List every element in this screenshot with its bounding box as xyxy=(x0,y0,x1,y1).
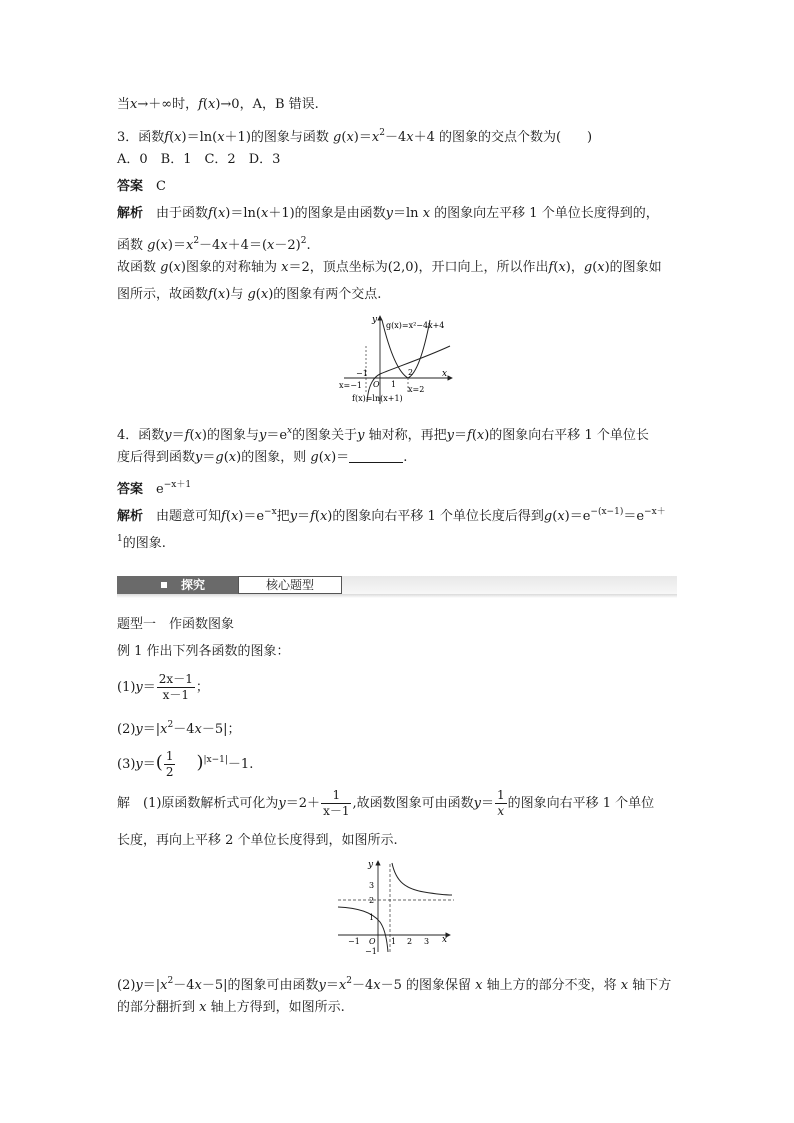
question-3-options: A．0 B．1 C．2 D．3 xyxy=(117,152,281,167)
var: x xyxy=(267,238,275,253)
question-4-line-2 xyxy=(117,449,407,467)
line-label-xm1: x=−1 xyxy=(339,381,363,390)
text: ( xyxy=(553,260,559,275)
solution-3-line-4 xyxy=(117,286,381,304)
text: ＝2＋ xyxy=(285,796,321,811)
text: 的部分翻折到 xyxy=(117,1000,200,1015)
text: ( xyxy=(155,238,161,253)
text: 轴对称，再把 xyxy=(364,428,447,443)
tick-xneg1: −1 xyxy=(348,937,360,946)
text: ( xyxy=(314,509,320,524)
text: (1) xyxy=(117,680,136,695)
var: y xyxy=(164,428,172,443)
text: ( xyxy=(341,130,347,145)
text: ,故函数图象可由函数 xyxy=(352,796,474,811)
answer-blank xyxy=(349,450,403,463)
var: y xyxy=(135,757,143,772)
text: )＝e xyxy=(564,509,591,524)
var: x xyxy=(174,130,182,145)
var: g xyxy=(333,130,342,145)
var: x xyxy=(217,130,225,145)
var: g xyxy=(543,509,553,524)
text: )的图象向右平移 1 个单位长 xyxy=(484,428,649,443)
text: ＝ xyxy=(480,796,494,811)
var: y xyxy=(195,450,203,465)
text: 轴上方得到，如图所示. xyxy=(206,1000,345,1015)
text: (3) xyxy=(117,757,136,772)
var: y xyxy=(357,428,365,443)
var: x xyxy=(199,1000,207,1015)
text: 由于函数 xyxy=(156,206,209,221)
text: ＝2，顶点坐标为(2,0)，开口向上，所以作出 xyxy=(288,260,549,275)
tick-x1: 1 xyxy=(391,937,397,946)
var: x xyxy=(422,206,431,221)
var: x xyxy=(194,722,202,737)
text: )＝ln( xyxy=(181,130,218,145)
var: y xyxy=(278,796,286,811)
var: y xyxy=(135,978,143,993)
text: →＋∞时， xyxy=(137,97,199,112)
example-item-1 xyxy=(117,672,209,704)
g-label: g(x)=x²−4x+4 xyxy=(386,321,445,330)
text: . xyxy=(403,450,408,465)
solution-label: 解析 xyxy=(117,509,144,524)
tick-2: 2 xyxy=(408,368,414,377)
var: x xyxy=(194,428,202,443)
solution-2-line-1 xyxy=(117,972,671,995)
var: f xyxy=(208,206,213,221)
text: ( xyxy=(169,130,175,145)
tick-x2: 2 xyxy=(407,937,413,946)
text: )， xyxy=(565,260,584,275)
text: －5|； xyxy=(201,722,241,737)
text: . xyxy=(306,238,311,253)
fraction xyxy=(321,788,351,819)
section-banner xyxy=(117,576,677,598)
banner-shade xyxy=(117,594,677,598)
left-paren: ( xyxy=(155,752,163,773)
superscript: −x＋1 xyxy=(163,480,192,490)
text: 轴上方的部分不变，将 xyxy=(482,978,621,993)
superscript: |x−1| xyxy=(203,755,228,765)
var: y xyxy=(258,428,267,443)
tick-x3: 3 xyxy=(424,937,430,946)
text: )的图象，则 xyxy=(236,450,311,465)
text: ＝ xyxy=(142,757,156,772)
answer-label: 答案 xyxy=(117,482,144,497)
var: g xyxy=(147,238,156,253)
var: y xyxy=(318,978,326,993)
text: ( xyxy=(471,428,477,443)
text: ＋1)的图象与函数 xyxy=(224,130,334,145)
text: )＝ xyxy=(331,450,350,465)
text: ＝| xyxy=(142,978,161,993)
var: y xyxy=(135,680,143,695)
text: 的图象向右平移 1 个单位 xyxy=(507,796,655,811)
example-1-heading: 例 1 作出下列各函数的图象： xyxy=(117,644,290,659)
f-label: f(x)=ln(x+1) xyxy=(352,394,403,403)
superscript: 2 xyxy=(167,720,174,730)
var: x xyxy=(130,97,138,112)
denominator: x xyxy=(497,804,505,818)
var: x xyxy=(217,287,226,302)
text: 的图象关于 xyxy=(292,428,358,443)
y-label: y xyxy=(372,315,378,325)
text: ＝ln xyxy=(393,206,423,221)
solution-1-line-1 xyxy=(117,788,654,820)
var: x xyxy=(217,206,226,221)
var: f xyxy=(467,428,472,443)
var: x xyxy=(160,238,168,253)
var: x xyxy=(260,206,269,221)
var: x xyxy=(194,978,202,993)
var: x xyxy=(558,260,566,275)
text: )的图象向右平移 1 个单位长度后得到 xyxy=(327,509,544,524)
var: f xyxy=(310,509,315,524)
numerator: 1 xyxy=(321,788,351,804)
var: y xyxy=(385,206,394,221)
var: f xyxy=(164,130,170,145)
var: x xyxy=(557,509,565,524)
superscript: 1 xyxy=(117,534,123,544)
superscript: −x＋ xyxy=(644,507,666,517)
text: 故函数 xyxy=(117,260,161,275)
var: x xyxy=(220,238,228,253)
right-branch xyxy=(392,863,452,895)
text: 度后得到函数 xyxy=(117,450,196,465)
var: g xyxy=(247,287,256,302)
superscript: 2 xyxy=(167,976,174,986)
text: )→0，A，B 错误. xyxy=(215,97,319,112)
x-label: x xyxy=(442,935,448,945)
var: x xyxy=(230,509,239,524)
origin-label: O xyxy=(369,937,376,946)
tick-y2: 2 xyxy=(369,896,375,905)
tick-1: 1 xyxy=(391,380,397,389)
text: 由题意可知 xyxy=(156,509,222,524)
text: ( xyxy=(212,206,218,221)
text: －4 xyxy=(173,722,195,737)
text: ＝ xyxy=(171,428,185,443)
type-heading: 题型一 作函数图象 xyxy=(117,617,235,632)
var: g xyxy=(160,260,169,275)
denominator: 2 xyxy=(165,765,174,779)
y-label: y xyxy=(368,860,374,870)
text: ( xyxy=(552,509,558,524)
var: x xyxy=(207,97,216,112)
denominator: x－1 xyxy=(162,688,190,702)
right-paren: ) xyxy=(196,752,204,773)
var: x xyxy=(173,260,181,275)
tick-y3: 3 xyxy=(369,881,375,890)
text: )＝ xyxy=(353,130,372,145)
denominator: x－1 xyxy=(323,804,350,818)
text: －2) xyxy=(274,238,301,253)
text: ( xyxy=(318,450,324,465)
text: －5 的图象保留 xyxy=(380,978,476,993)
numerator: 1 xyxy=(496,788,505,802)
text: 4．函数 xyxy=(117,428,165,443)
text: )图象的对称轴为 xyxy=(180,260,282,275)
text: －4 xyxy=(384,130,407,145)
text: －1. xyxy=(227,757,254,772)
x-label: x xyxy=(442,369,448,379)
text: )的图象有两个交点. xyxy=(268,287,382,302)
text: ＝ xyxy=(325,978,339,993)
question-3 xyxy=(117,124,592,147)
var: x xyxy=(476,428,485,443)
text: ＝| xyxy=(142,722,161,737)
var: x xyxy=(346,130,354,145)
solution-3-line-1 xyxy=(117,205,659,223)
var: x xyxy=(620,978,629,993)
text: ＋4＝( xyxy=(227,238,268,253)
figure-1-graph xyxy=(336,312,460,406)
var: g xyxy=(215,450,224,465)
var: x xyxy=(597,260,605,275)
solution-3-line-2 xyxy=(117,232,311,255)
left-branch xyxy=(338,907,388,952)
superscript: 2 xyxy=(346,976,352,986)
text: (2) xyxy=(117,978,136,993)
text: ( xyxy=(225,509,231,524)
text: ＝ xyxy=(453,428,467,443)
solution-4-line-2 xyxy=(117,530,166,553)
text: ( xyxy=(212,287,218,302)
solution-3-line-3 xyxy=(117,259,662,277)
text: )的图象如 xyxy=(604,260,662,275)
var: x xyxy=(475,978,483,993)
text: ( xyxy=(255,287,261,302)
var: f xyxy=(221,509,226,524)
text: ＝ xyxy=(297,509,311,524)
text: ( xyxy=(223,450,229,465)
superscript: 2 xyxy=(300,236,307,246)
question-4-answer xyxy=(117,476,191,499)
text-line xyxy=(117,96,319,114)
text: 把 xyxy=(276,509,290,524)
var: x xyxy=(323,450,332,465)
text: 轴下方 xyxy=(628,978,672,993)
text: )＝ xyxy=(167,238,186,253)
answer-value: C xyxy=(156,179,166,194)
text: ＋1)的图象是由函数 xyxy=(268,206,386,221)
var: y xyxy=(446,428,454,443)
answer-label: 答案 xyxy=(117,179,144,194)
var: g xyxy=(310,450,319,465)
var: y xyxy=(135,722,143,737)
var: x xyxy=(160,978,168,993)
numerator: 1 xyxy=(165,749,174,763)
text: ( xyxy=(202,97,208,112)
text: ； xyxy=(195,680,209,695)
var: g xyxy=(583,260,593,275)
superscript: −x xyxy=(264,507,277,517)
text: ＝e xyxy=(266,428,288,443)
text: －5|的图象可由函数 xyxy=(201,978,319,993)
text: )＝e xyxy=(238,509,265,524)
line-label-x2: x=2 xyxy=(408,385,425,394)
var: x xyxy=(260,287,269,302)
example-item-2 xyxy=(117,716,241,739)
banner-box-label: 核心题型 xyxy=(238,576,342,594)
superscript: 2 xyxy=(379,128,385,138)
text: ＝ xyxy=(202,450,216,465)
var: x xyxy=(185,238,194,253)
text: 图所示，故函数 xyxy=(117,287,209,302)
var: f xyxy=(198,97,203,112)
text: 的图象向左平移 1 个单位长度得到的， xyxy=(430,206,659,221)
text: 当 xyxy=(117,97,131,112)
solution-1-line-2: 长度，再向上平移 2 个单位长度得到，如图所示. xyxy=(117,833,398,848)
fraction xyxy=(157,672,195,703)
text: 函数 xyxy=(117,238,148,253)
text: (2) xyxy=(117,722,136,737)
var: x xyxy=(373,978,381,993)
banner-dark-label: 探究 xyxy=(181,578,206,592)
var: f xyxy=(548,260,554,275)
superscript: −(x−1) xyxy=(590,507,624,517)
text: ( xyxy=(189,428,195,443)
text: ( xyxy=(592,260,598,275)
numerator: 2x－1 xyxy=(158,672,193,686)
banner-dark-tab xyxy=(117,576,238,594)
text: ( xyxy=(168,260,174,275)
var: f xyxy=(208,287,213,302)
text: ＝ xyxy=(142,680,156,695)
text: 3．函数 xyxy=(117,130,165,145)
text: ＝e xyxy=(623,509,645,524)
tick-neg1: −1 xyxy=(356,369,368,378)
superscript: x xyxy=(287,426,293,436)
var: x xyxy=(371,130,380,145)
solution-4-line-1 xyxy=(117,503,666,526)
text: －4 xyxy=(173,978,195,993)
square-icon xyxy=(161,582,167,588)
superscript: 2 xyxy=(193,236,200,246)
text: ＋4 的图象的交点个数为( ) xyxy=(413,130,593,145)
text: )＝ln( xyxy=(225,206,261,221)
var: y xyxy=(473,796,481,811)
fraction xyxy=(164,749,176,780)
question-4-line-1 xyxy=(117,422,649,445)
example-item-3 xyxy=(117,744,253,781)
var: y xyxy=(289,509,298,524)
text: )的图象与 xyxy=(201,428,259,443)
question-3-answer xyxy=(117,178,166,196)
figure-2-graph xyxy=(334,858,458,954)
var: x xyxy=(160,722,168,737)
var: x xyxy=(228,450,237,465)
tick-yneg1: −1 xyxy=(365,947,377,954)
tick-y1: 1 xyxy=(369,913,375,922)
text: 解 (1)原函数解析式可化为 xyxy=(117,796,279,811)
text: 的图象. xyxy=(122,536,166,551)
text: －4 xyxy=(351,978,374,993)
solution-2-line-2 xyxy=(117,999,345,1017)
fraction xyxy=(495,788,507,819)
origin-label: O xyxy=(373,380,380,389)
var: f xyxy=(184,428,190,443)
solution-label: 解析 xyxy=(117,206,144,221)
var: x xyxy=(281,260,289,275)
var: x xyxy=(338,978,347,993)
var: x xyxy=(319,509,328,524)
answer-value: e xyxy=(156,482,164,497)
var: x xyxy=(406,130,414,145)
text: )与 xyxy=(225,287,248,302)
text: －4 xyxy=(199,238,221,253)
